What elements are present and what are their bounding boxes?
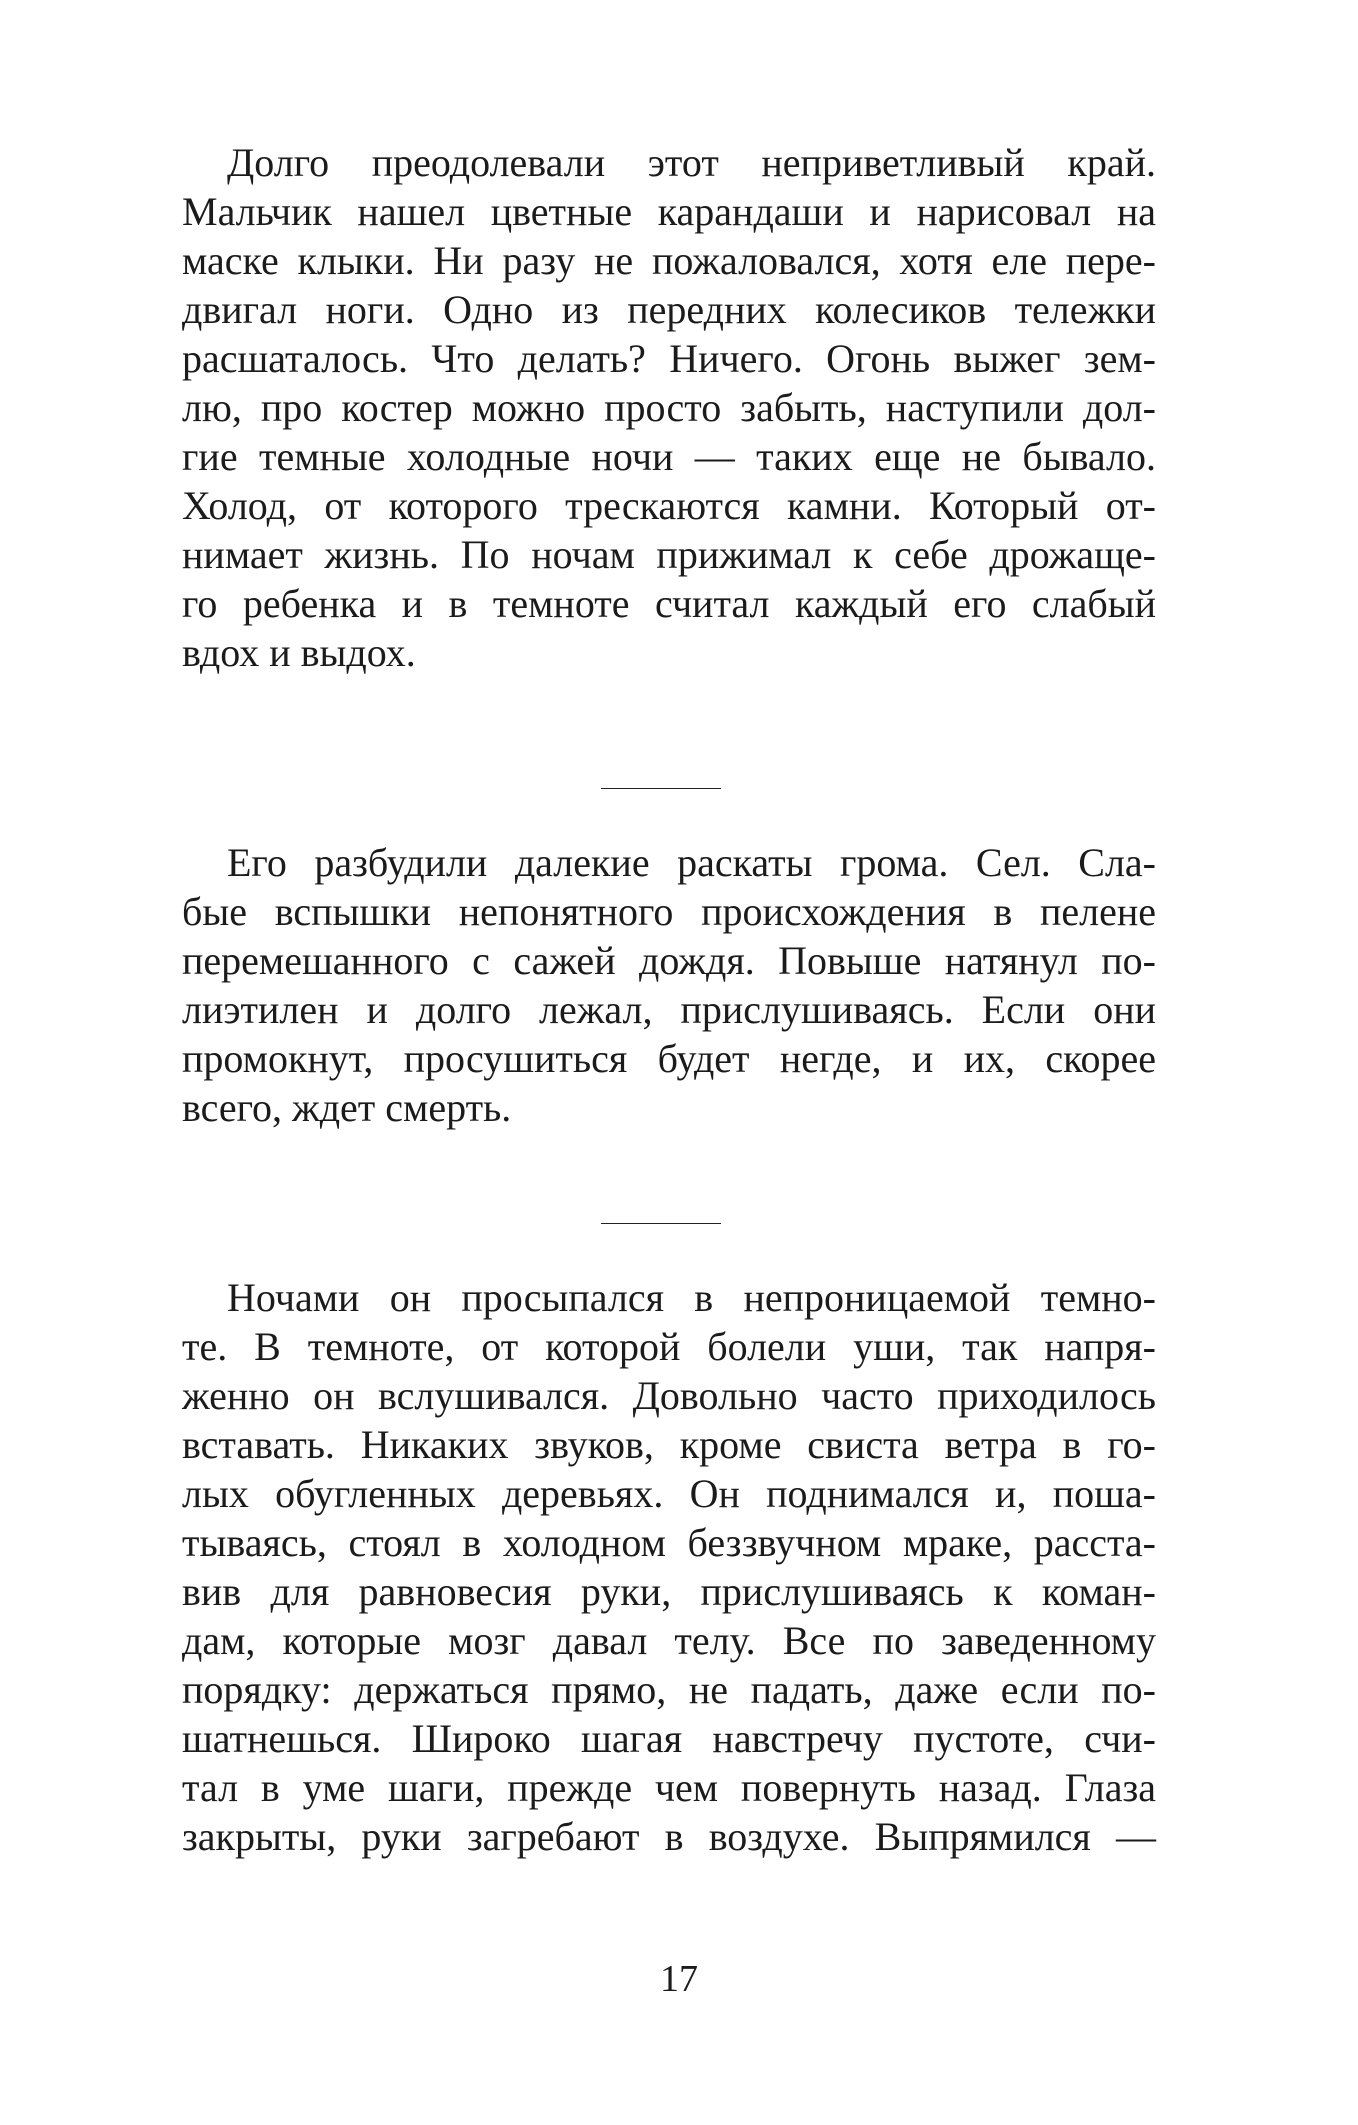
text-line: женно он вслушивался. Довольно часто приходилось bbox=[182, 1373, 1156, 1418]
text-line: тываясь, стоял в холодном беззвучном мраке, расста- bbox=[182, 1520, 1156, 1565]
text-line: Мальчик нашел цветные карандаши и нарисовал на bbox=[182, 189, 1156, 234]
text-line: дам, которые мозг давал телу. Все по заведенному bbox=[182, 1618, 1156, 1663]
text-line: нимает жизнь. По ночам прижимал к себе дрожаще- bbox=[182, 532, 1156, 577]
text-line: бые вспышки непонятного происхождения в пелене bbox=[182, 889, 1156, 934]
text-line: Долго преодолевали этот неприветливый край. bbox=[227, 140, 1156, 185]
text-line: промокнут, просушиться будет негде, и их, скорее bbox=[182, 1036, 1156, 1081]
text-line: Его разбудили далекие раскаты грома. Сел. Сла- bbox=[227, 840, 1156, 885]
text-line: лых обугленных деревьях. Он поднимался и, поша- bbox=[182, 1471, 1156, 1516]
text-line: Холод, от которого трескаются камни. Который от- bbox=[182, 483, 1156, 528]
text-line: лиэтилен и долго лежал, прислушиваясь. Если они bbox=[182, 987, 1156, 1032]
text-line: вив для равновесия руки, прислушиваясь к коман- bbox=[182, 1569, 1156, 1614]
text-line: порядку: держаться прямо, не падать, даже если по- bbox=[182, 1667, 1156, 1712]
text-line: Ночами он просыпался в непроницаемой темно- bbox=[227, 1275, 1156, 1320]
text-line: всего, ждет смерть. bbox=[182, 1085, 512, 1130]
section-separator bbox=[601, 788, 721, 789]
text-line: те. В темноте, от которой болели уши, так напря- bbox=[182, 1324, 1156, 1369]
text-line: вдох и выдох. bbox=[182, 630, 416, 675]
section-separator bbox=[601, 1223, 721, 1224]
text-line: перемешанного с сажей дождя. Повыше натянул по- bbox=[182, 938, 1156, 983]
text-line: го ребенка и в темноте считал каждый его слабый bbox=[182, 581, 1156, 626]
text-line: лю, про костер можно просто забыть, наступили дол- bbox=[182, 385, 1156, 430]
text-line: маске клыки. Ни разу не пожаловался, хотя еле пере- bbox=[182, 238, 1156, 283]
text-line: двигал ноги. Одно из передних колесиков тележки bbox=[182, 287, 1156, 332]
text-line: закрыты, руки загребают в воздухе. Выпрямился — bbox=[182, 1814, 1156, 1859]
text-line: расшаталось. Что делать? Ничего. Огонь выжег зем- bbox=[182, 336, 1156, 381]
text-line: гие темные холодные ночи — таких еще не бывало. bbox=[182, 434, 1156, 479]
text-line: шатнешься. Широко шагая навстречу пустоте, счи- bbox=[182, 1716, 1156, 1761]
text-line: вставать. Никаких звуков, кроме свиста ветра в го- bbox=[182, 1422, 1156, 1467]
page-number: 17 bbox=[660, 1958, 698, 2000]
text-line: тал в уме шаги, прежде чем повернуть назад. Глаза bbox=[182, 1765, 1156, 1810]
